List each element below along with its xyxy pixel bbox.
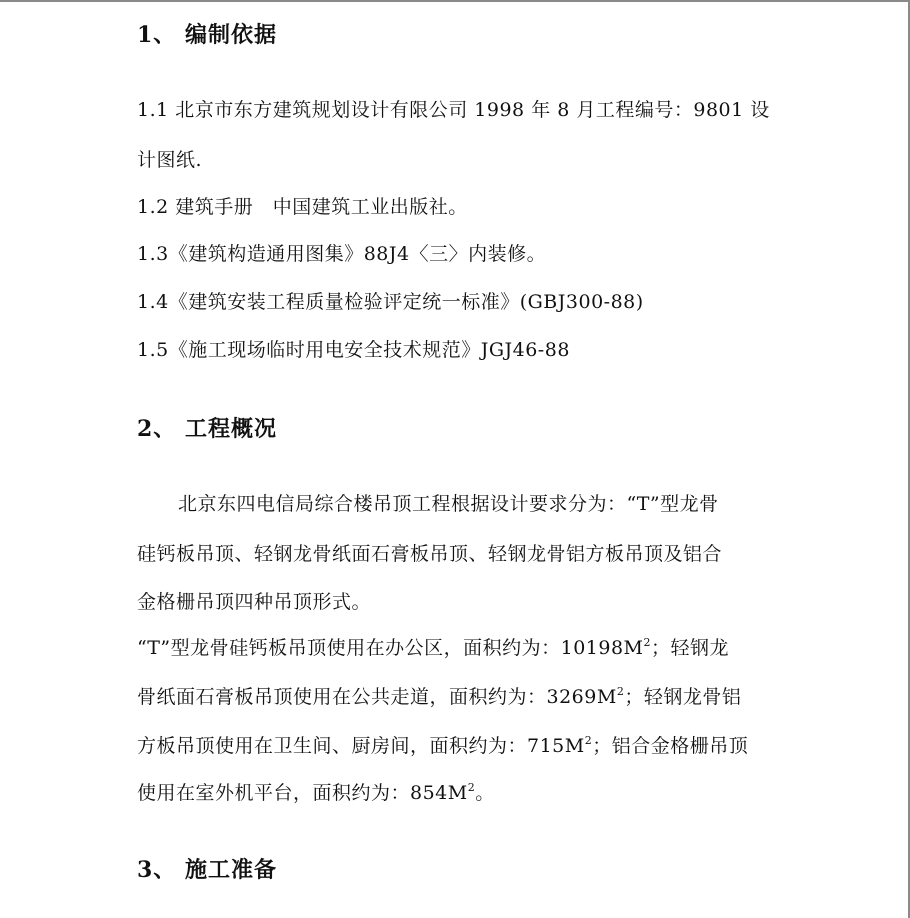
overview-para1-line3: 金格栅吊顶四种吊顶形式。: [137, 591, 372, 613]
page-border-top: [0, 0, 910, 2]
overview-para2-line1: [137, 633, 729, 660]
overview-para1-line1: 北京东四电信局综合楼吊顶工程根据设计要求分为：“T”型龙骨: [178, 493, 719, 515]
overview-para2-line3: [137, 731, 748, 758]
basis-item-1-1: 1.1 北京市东方建筑规划设计有限公司 1998 年 8 月工程编号：9801 设: [137, 99, 770, 121]
basis-item-1-2: 1.2 建筑手册 中国建筑工业出版社。: [137, 196, 468, 218]
corridor-area-text: 骨纸面石膏板吊顶使用在公共走道，面积约为：3269M: [137, 686, 617, 708]
section-3-heading: 3、 施工准备: [137, 857, 277, 883]
office-area-text: “T”型龙骨硅钙板吊顶使用在办公区，面积约为：10198M: [137, 637, 644, 659]
overview-para2-line4: [137, 778, 495, 805]
platform-area-tail: 。: [475, 782, 495, 804]
office-area-tail: ；轻钢龙: [651, 637, 730, 659]
area-unit-superscript: 2: [643, 636, 651, 649]
area-unit-superscript: 2: [616, 685, 625, 698]
basis-item-1-3: 1.3《建筑构造通用图集》88J4〈三〉内装修。: [137, 243, 547, 265]
basis-item-1-4: 1.4《建筑安装工程质量检验评定统一标准》(GBJ300-88): [137, 291, 644, 313]
corridor-area-tail: ；轻钢龙骨铝: [624, 686, 742, 708]
basis-item-1-5: 1.5《施工现场临时用电安全技术规范》JGJ46-88: [137, 339, 570, 361]
section-2-heading: 2、 工程概况: [137, 416, 277, 442]
bathroom-area-text: 方板吊顶使用在卫生间、厨房间，面积约为：715M: [137, 735, 585, 757]
bathroom-area-tail: ；铝合金格栅吊顶: [592, 735, 749, 757]
platform-area-text: 使用在室外机平台，面积约为：854M: [137, 782, 468, 804]
area-unit-superscript: 2: [584, 734, 593, 747]
overview-para1-line2: 硅钙板吊顶、轻钢龙骨纸面石膏板吊顶、轻钢龙骨铝方板吊顶及铝合: [137, 543, 723, 565]
area-unit-superscript: 2: [467, 781, 476, 794]
section-1-heading: 1、 编制依据: [137, 22, 277, 48]
basis-item-1-1-continued: 计图纸.: [137, 149, 203, 171]
overview-para2-line2: [137, 682, 741, 709]
